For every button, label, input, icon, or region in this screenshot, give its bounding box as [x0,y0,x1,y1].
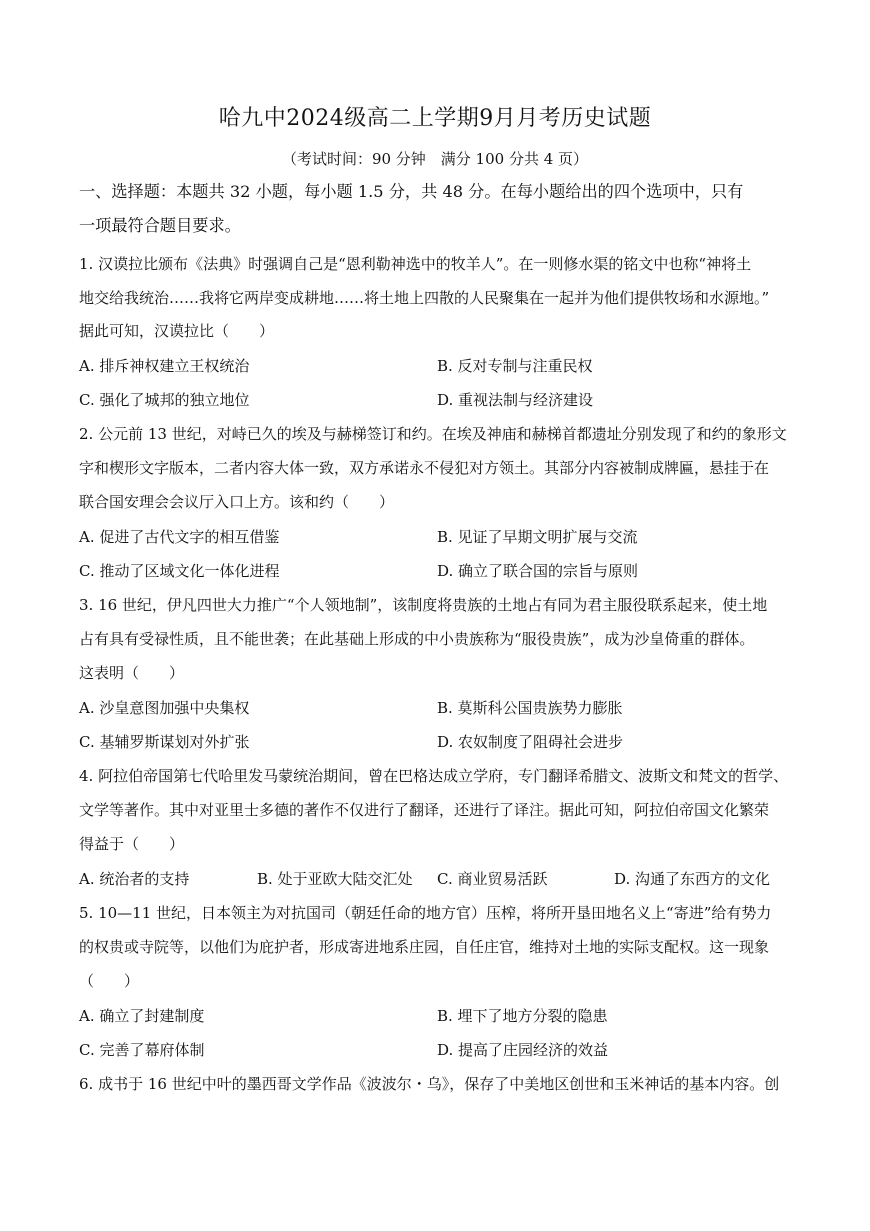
question-3-option-c: C. 基辅罗斯谋划对外扩张 [79,733,250,751]
question-4-option-c: C. 商业贸易活跃 [437,870,548,888]
section-instruction-line-2: 一项最符合题目要求。 [79,216,241,235]
question-5-line-1: 5. 10—11 世纪，日本领主为对抗国司（朝廷任命的地方官）压榨，将所开垦田地名义上“寄进”给有势力 [79,904,772,922]
question-5-line-3: （ ） [79,972,140,990]
question-4-line-2: 文学等著作。其中对亚里士多德的著作不仅进行了翻译，还进行了译注。据此可知，阿拉伯帝国文化繁荣 [79,801,770,819]
question-1-line-1: 1. 汉谟拉比颁布《法典》时强调自己是“恩利勒神选中的牧羊人”。在一则修水渠的铭文中也称“神将土 [79,255,752,273]
question-4-option-a: A. 统治者的支持 [79,870,190,888]
question-3-line-2: 占有具有受禄性质，且不能世袭；在此基础上形成的中小贵族称为“服役贵族”，成为沙皇倚重的群体。 [79,630,755,648]
question-2-option-b: B. 见证了早期文明扩展与交流 [437,528,638,546]
question-5-line-2: 的权贵或寺院等，以他们为庇护者，形成寄进地系庄园，自任庄官，维持对土地的实际支配权。这一现象 [79,938,770,956]
question-3-line-3: 这表明（ ） [79,664,185,682]
question-5-option-a: A. 确立了封建制度 [79,1007,205,1025]
question-4-line-3: 得益于（ ） [79,835,185,853]
question-2-option-a: A. 促进了古代文字的相互借鉴 [79,528,280,546]
page-title: 哈九中2024级高二上学期9月月考历史试题 [218,106,652,131]
question-5-option-b: B. 埋下了地方分裂的隐患 [437,1007,608,1025]
question-1-option-a: A. 排斥神权建立王权统治 [79,357,250,375]
question-1-option-b: B. 反对专制与注重民权 [437,357,593,375]
exam-info: （考试时间：90 分钟 满分 100 分共 4 页） [281,150,589,168]
question-6-line-1: 6. 成书于 16 世纪中叶的墨西哥文学作品《波波尔・乌》，保存了中美地区创世和玉米神话的基本内容。创 [79,1075,780,1093]
question-3-option-a: A. 沙皇意图加强中央集权 [79,699,250,717]
question-3-line-1: 3. 16 世纪，伊凡四世大力推广“个人领地制”，该制度将贵族的土地占有同为君主服役联系起来，使土地 [79,596,768,614]
question-4-line-1: 4. 阿拉伯帝国第七代哈里发马蒙统治期间，曾在巴格达成立学府，专门翻译希腊文、波斯文和梵文的哲学、 [79,767,789,785]
question-1-option-c: C. 强化了城邦的独立地位 [79,391,250,409]
question-4-option-d: D. 沟通了东西方的文化 [614,870,771,888]
question-2-line-3: 联合国安理会会议厅入口上方。该和约（ ） [79,493,395,511]
question-1-line-2: 地交给我统治……我将它两岸变成耕地……将土地上四散的人民聚集在一起并为他们提供牧场和水源地。” [79,289,770,307]
question-5-option-d: D. 提高了庄园经济的效益 [437,1041,609,1059]
question-4-option-b: B. 处于亚欧大陆交汇处 [257,870,413,888]
question-1-line-3: 据此可知，汉谟拉比（ ） [79,322,275,340]
question-2-option-d: D. 确立了联合国的宗旨与原则 [437,562,639,580]
question-2-line-2: 字和楔形文字版本，二者内容大体一致，双方承诺永不侵犯对方领土。其部分内容被制成牌匾，悬挂于在 [79,459,770,477]
question-3-option-b: B. 莫斯科公国贵族势力膨胀 [437,699,623,717]
question-2-option-c: C. 推动了区域文化一体化进程 [79,562,280,580]
question-1-option-d: D. 重视法制与经济建设 [437,391,594,409]
section-instruction-line-1: 一、选择题：本题共 32 小题，每小题 1.5 分，共 48 分。在每小题给出的四个选项中，只有 [79,182,744,201]
question-3-option-d: D. 农奴制度了阻碍社会进步 [437,733,624,751]
question-5-option-c: C. 完善了幕府体制 [79,1041,205,1059]
question-2-line-1: 2. 公元前 13 世纪，对峙已久的埃及与赫梯签订和约。在埃及神庙和赫梯首都遗址分别发现了和约的象形文 [79,425,787,443]
